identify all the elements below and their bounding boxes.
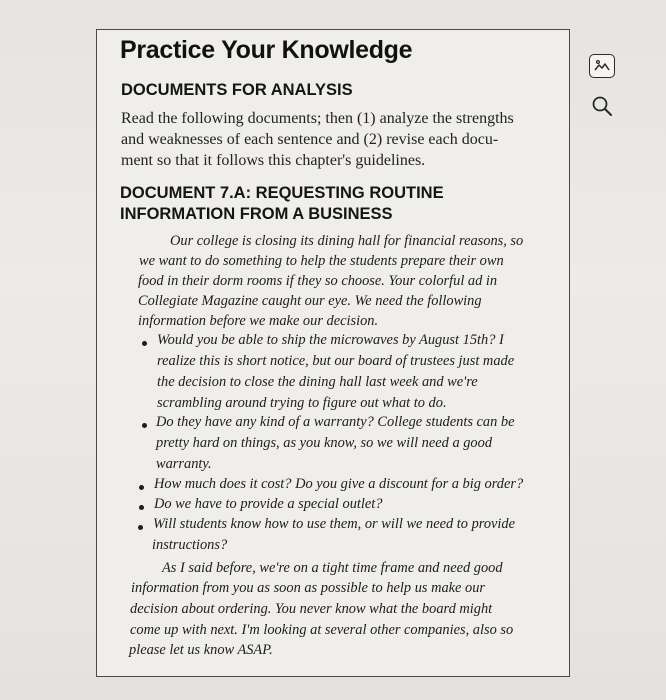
bullet-line: Would you be able to ship the microwaves by August 15th? I [157,332,504,348]
letter-line: please let us know ASAP. [129,642,273,658]
bullet-dot [139,485,144,490]
page-title: Practice Your Knowledge [120,36,413,64]
bullet-dot [142,423,147,428]
bullet-line: Will students know how to use them, or will we need to provide [153,516,515,532]
letter-line: Collegiate Magazine caught our eye. We need the following [138,293,482,309]
bullet-dot [138,525,143,530]
bullet-line: pretty hard on things, as you know, so we will need a good [156,435,493,451]
intro-line: and weaknesses of each sentence and (2) revise each docu- [121,131,499,148]
magnifier-icon[interactable] [589,93,615,119]
bullet-line: realize this is short notice, but our board of trustees just made [157,353,515,369]
intro-paragraph [121,108,551,171]
document-title [120,183,444,225]
bullet-line: How much does it cost? Do you give a discount for a big order? [154,476,524,492]
image-search-glyph [593,58,611,74]
bullet-line: warranty. [156,456,212,472]
letter-line: Our college is closing its dining hall for financial reasons, so [170,233,524,249]
document-title-line: INFORMATION FROM A BUSINESS [120,205,393,223]
letter-line: food in their dorm rooms if they so choose. Your colorful ad in [138,273,498,289]
letter-line: come up with next. I'm looking at several other companies, also so [130,622,514,638]
intro-line: Read the following documents; then (1) analyze the strengths [121,110,514,127]
letter-line: information from you as soon as possible to help us make our [131,580,486,596]
bullet-dot [142,341,147,346]
bullet-line: instructions? [152,537,228,553]
section-subhead: DOCUMENTS FOR ANALYSIS [121,81,353,99]
bullet-line: Do we have to provide a special outlet? [154,496,383,512]
intro-line: ment so that it follows this chapter's guidelines. [121,152,426,169]
bullet-dot [139,505,144,510]
letter-line: we want to do something to help the students prepare their own [139,253,504,269]
magnifier-glyph [590,94,614,118]
image-search-icon[interactable] [589,54,615,78]
document-title-line: DOCUMENT 7.A: REQUESTING ROUTINE [120,184,444,202]
bullet-line: Do they have any kind of a warranty? College students can be [156,414,515,430]
bullet-line: scrambling around trying to figure out what to do. [157,395,447,411]
letter-line: decision about ordering. You never know what the board might [130,601,493,617]
letter-line: As I said before, we're on a tight time frame and need good [162,560,503,576]
letter-line: information before we make our decision. [138,313,379,329]
bullet-line: the decision to close the dining hall last week and we're [157,374,478,390]
